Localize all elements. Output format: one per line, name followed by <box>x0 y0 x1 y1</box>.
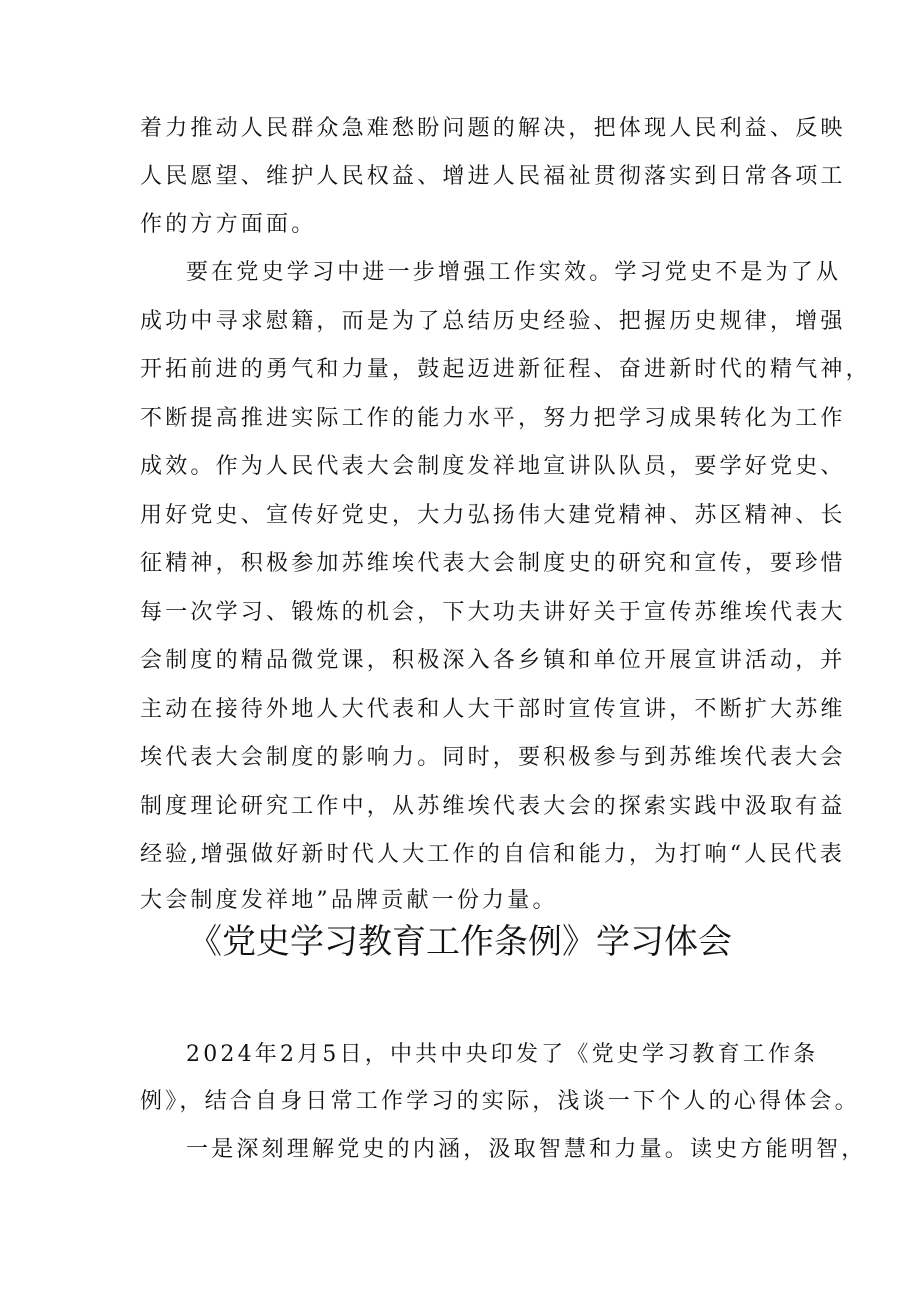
paragraph-2-line-6: 用好党史、宣传好党史，大力弘扬伟大建党精神、苏区精神、长 <box>140 503 846 528</box>
paragraph-2-line-12: 制度理论研究工作中，从苏维埃代表大会的探索实践中汲取有益 <box>140 794 846 819</box>
paragraph-2-line-7: 征精神，积极参加苏维埃代表大会制度史的研究和宣传，要珍惜 <box>140 551 846 576</box>
paragraph-2-line-5: 成效。作为人民代表大会制度发祥地宣讲队队员，要学好党史、 <box>140 454 846 479</box>
paragraph-1-line-1: 着力推动人民群众急难愁盼问题的解决，把体现人民利益、反映 <box>140 116 846 141</box>
paragraph-2-line-3: 开拓前进的勇气和力量，鼓起迈进新征程、奋进新时代的精气神， <box>140 357 871 382</box>
paragraph-2-line-9: 会制度的精品微党课，积极深入各乡镇和单位开展宣讲活动，并 <box>140 648 846 673</box>
paragraph-1-line-2: 人民愿望、维护人民权益、增进人民福祉贯彻落实到日常各项工 <box>140 164 846 189</box>
paragraph-2-line-4: 不断提高推进实际工作的能力水平，努力把学习成果转化为工作 <box>140 406 846 431</box>
document-title: 《党史学习教育工作条例》学习体会 <box>188 922 732 962</box>
paragraph-2-line-2: 成功中寻求慰籍，而是为了总结历史经验、把握历史规律，增强 <box>140 309 846 334</box>
paragraph-2-line-14: 大会制度发祥地”品牌贡献一份力量。 <box>140 888 558 913</box>
paragraph-3-line-1: 2024年2月5日，中共中央印发了《党史学习教育工作条 <box>186 1042 819 1067</box>
paragraph-2-line-13: 经验,增强做好新时代人大工作的自信和能力，为打响“人民代表 <box>140 842 846 867</box>
paragraph-4-line-1: 一是深刻理解党史的内涵，汲取智慧和力量。读史方能明智， <box>186 1137 867 1162</box>
paragraph-3-line-2: 例》，结合自身日常工作学习的实际，浅谈一下个人的心得体会。 <box>140 1089 860 1114</box>
paragraph-2-line-10: 主动在接待外地人大代表和人大干部时宣传宣讲，不断扩大苏维 <box>140 697 846 722</box>
paragraph-1-line-3: 作的方方面面。 <box>140 212 317 237</box>
paragraph-2-line-8: 每一次学习、锻炼的机会，下大功夫讲好关于宣传苏维埃代表大 <box>140 600 846 625</box>
paragraph-2-line-11: 埃代表大会制度的影响力。同时，要积极参与到苏维埃代表大会 <box>140 745 846 770</box>
paragraph-2-line-1: 要在党史学习中进一步增强工作实效。学习党史不是为了从 <box>186 260 842 285</box>
